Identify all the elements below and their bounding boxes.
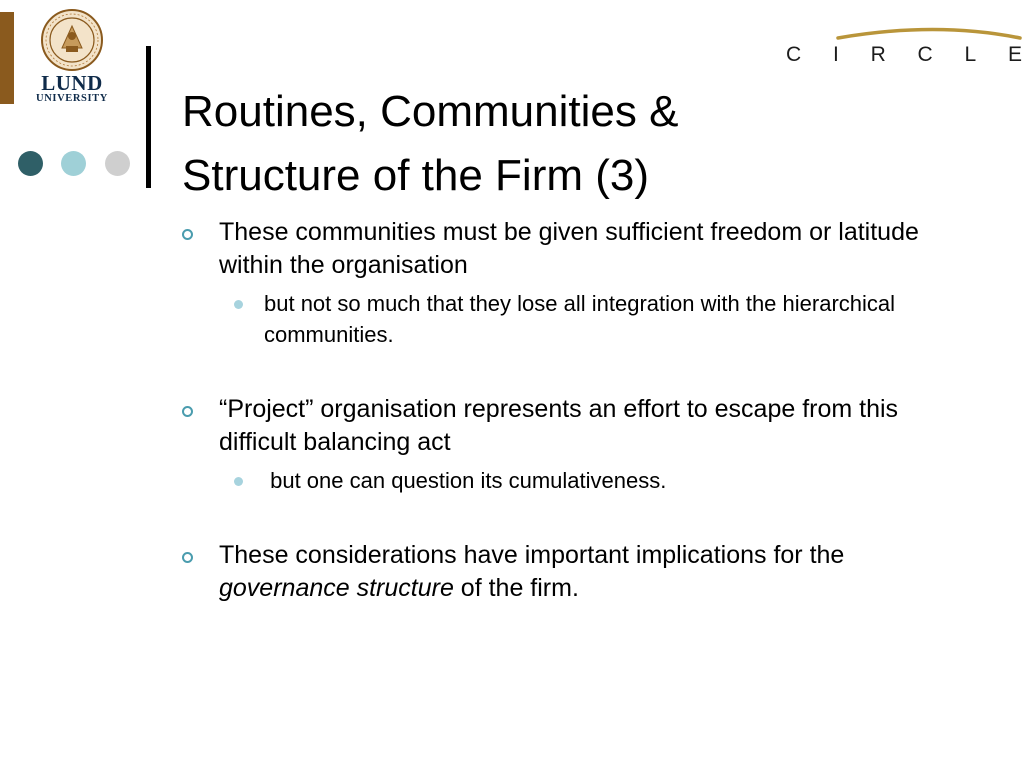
dot-light-icon	[61, 151, 86, 176]
title-line-2: Structure of the Firm (3)	[182, 151, 650, 200]
left-accent-bar	[0, 12, 14, 104]
circle-letter: E	[1007, 43, 1022, 66]
circle-logo	[786, 24, 1022, 68]
dot-dark-icon	[18, 151, 43, 176]
bullet-text-after: of the firm.	[453, 574, 579, 602]
bullet-text-before: These considerations have important implications for the	[219, 541, 852, 569]
sub-bullet-item	[219, 288, 962, 350]
lund-university-logo	[30, 8, 114, 105]
ring-bullet-icon	[182, 552, 193, 563]
circle-letter: I	[832, 43, 839, 66]
university-name: LUND	[41, 71, 103, 95]
university-subtitle: UNIVERSITY	[36, 93, 108, 104]
dot-bullet-icon	[234, 300, 243, 309]
sub-bullet-text: but one can question its cumulativeness.	[264, 468, 667, 493]
ring-bullet-icon	[182, 406, 193, 417]
bullet-item	[182, 393, 962, 459]
emphasis-text: governance structure	[219, 574, 454, 602]
sub-bullet-text: but not so much that they lose all integration with the hierarchical communities.	[264, 291, 896, 347]
vertical-divider	[146, 46, 151, 188]
circle-letter: R	[870, 43, 886, 66]
bullet-text: “Project” organisation represents an effort to escape from this difficult balancing act	[219, 395, 899, 456]
dot-bullet-icon	[234, 477, 243, 486]
dot-grey-icon	[105, 151, 130, 176]
circle-wordmark	[786, 43, 1022, 67]
circle-letter: C	[786, 43, 802, 66]
bullet-item	[182, 216, 962, 282]
sub-bullet-item	[219, 465, 962, 496]
bullet-text: These communities must be given sufficient freedom or latitude within the organisation	[219, 218, 919, 279]
ring-bullet-icon	[182, 229, 193, 240]
circle-letter: C	[917, 43, 933, 66]
bullet-item	[182, 539, 962, 605]
slide-content	[182, 216, 962, 605]
circle-letter: L	[964, 43, 977, 66]
slide-title	[182, 80, 962, 208]
university-seal-icon	[40, 8, 104, 72]
title-line-1: Routines, Communities &	[182, 87, 679, 136]
